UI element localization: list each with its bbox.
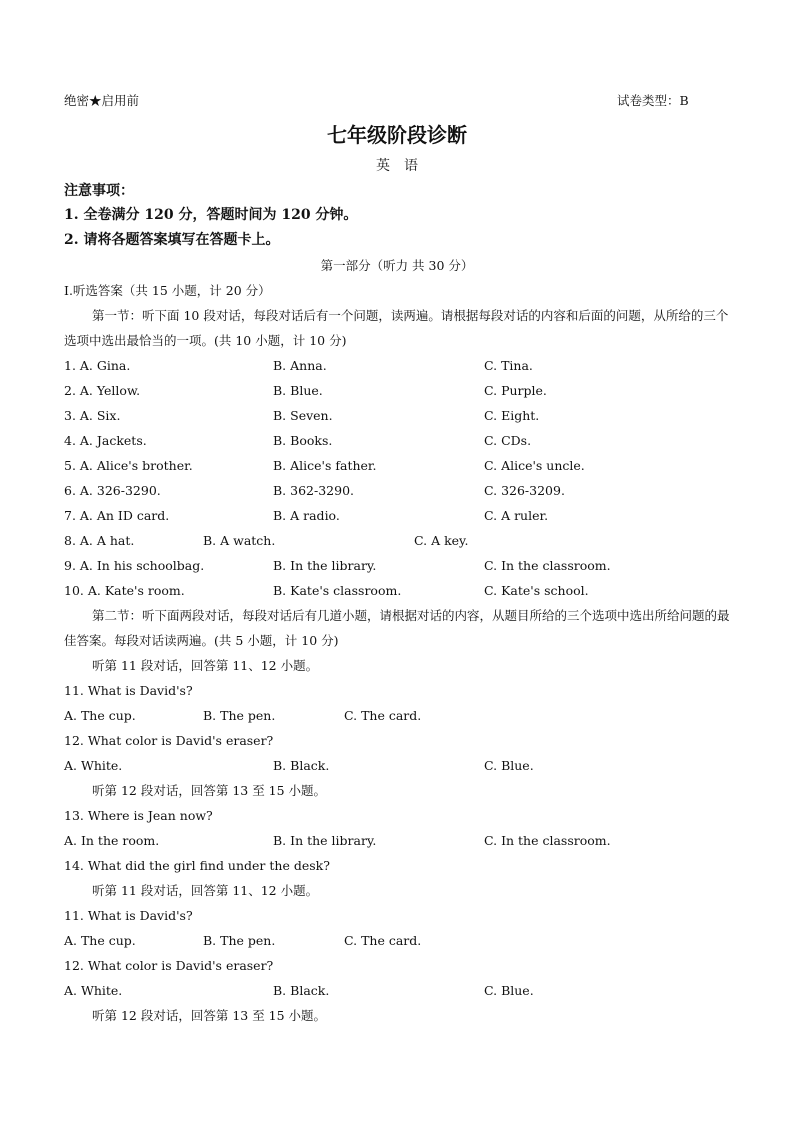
option-c: C. Kate's school.	[484, 583, 589, 598]
option-b: B. In the library.	[273, 833, 377, 848]
option-a: 4. A. Jackets.	[64, 433, 147, 448]
option-c: C. Blue.	[484, 758, 534, 773]
option-b: B. In the library.	[273, 558, 377, 573]
question-row	[0, 753, 794, 778]
option-a: 1. A. Gina.	[64, 358, 131, 373]
question-row	[0, 403, 794, 428]
option-b: B. 362-3290.	[273, 483, 354, 498]
question-row	[0, 703, 794, 728]
option-a: 5. A. Alice's brother.	[64, 458, 193, 473]
option-c: C. Blue.	[484, 983, 534, 998]
subject-label: 英 语	[376, 158, 418, 174]
confidential-label: 绝密★启用前	[64, 93, 140, 108]
dialogue-12-heading: 听第 12 段对话，回答第 13 至 15 小题。	[92, 1008, 327, 1023]
question-14: 14. What did the girl find under the desk?	[64, 858, 330, 873]
question-13: 13. Where is Jean now?	[64, 808, 213, 823]
notice-item: 1. 全卷满分 120 分，答题时间为 120 分钟。	[64, 207, 358, 223]
question-11: 11. What is David's?	[64, 683, 193, 698]
question-row	[0, 353, 794, 378]
question-row	[0, 978, 794, 1003]
option-a: 3. A. Six.	[64, 408, 121, 423]
header-row	[0, 88, 794, 113]
option-b: B. Blue.	[273, 383, 323, 398]
question-row	[0, 828, 794, 853]
question-row	[0, 428, 794, 453]
dialogue-11-heading: 听第 11 段对话，回答第 11、12 小题。	[92, 658, 319, 673]
notice-heading: 注意事项：	[64, 183, 134, 199]
question-11: 11. What is David's?	[64, 908, 193, 923]
question-row	[0, 578, 794, 603]
option-a: 10. A. Kate's room.	[64, 583, 185, 598]
option-c: C. A key.	[414, 533, 469, 548]
option-c: C. Eight.	[484, 408, 540, 423]
question-row	[0, 378, 794, 403]
option-c: C. Tina.	[484, 358, 533, 373]
option-b: B. The pen.	[203, 708, 276, 723]
question-12: 12. What color is David's eraser?	[64, 733, 274, 748]
option-b: B. Books.	[273, 433, 333, 448]
option-b: B. Kate's classroom.	[273, 583, 402, 598]
question-row	[0, 453, 794, 478]
option-b: B. Black.	[273, 983, 330, 998]
option-b: B. A watch.	[203, 533, 276, 548]
option-a: 7. A. An ID card.	[64, 508, 170, 523]
option-a: 8. A. A hat.	[64, 533, 135, 548]
option-b: B. The pen.	[203, 933, 276, 948]
option-a: 6. A. 326-3290.	[64, 483, 161, 498]
option-b: B. Seven.	[273, 408, 333, 423]
option-c: C. 326-3209.	[484, 483, 565, 498]
paper-type-label: 试卷类型：B	[617, 93, 689, 108]
dialogue-12-heading: 听第 12 段对话，回答第 13 至 15 小题。	[92, 783, 327, 798]
option-c: C. The card.	[344, 708, 422, 723]
dialogue-11-heading: 听第 11 段对话，回答第 11、12 小题。	[92, 883, 319, 898]
option-b: B. A radio.	[273, 508, 340, 523]
section1-instructions: 第一节：听下面 10 段对话，每段对话后有一个问题，读两遍。请根据每段对话的内容和后面的问题，从所给的三个选项中选出最恰当的一项。(共 10 小题，计 10 分)	[64, 308, 729, 348]
option-c: C. A ruler.	[484, 508, 549, 523]
question-row	[0, 503, 794, 528]
part1-heading: 第一部分（听力 共 30 分）	[320, 258, 474, 273]
section1-heading: I.听选答案（共 15 小题，计 20 分）	[64, 283, 271, 298]
option-a: 2. A. Yellow.	[64, 383, 141, 398]
option-a: A. White.	[64, 983, 123, 998]
question-row	[0, 528, 794, 553]
option-c: C. Alice's uncle.	[484, 458, 585, 473]
page-title: 七年级阶段诊断	[327, 123, 467, 147]
question-row	[0, 553, 794, 578]
section2-instructions: 第二节：听下面两段对话，每段对话后有几道小题，请根据对话的内容，从题目所给的三个选项中选出所给问题的最佳答案。每段对话读两遍。(共 5 小题，计 10 分)	[64, 608, 730, 648]
question-row	[0, 928, 794, 953]
option-c: C. CDs.	[484, 433, 532, 448]
option-a: A. In the room.	[64, 833, 160, 848]
option-a: A. The cup.	[64, 933, 136, 948]
option-a: 9. A. In his schoolbag.	[64, 558, 205, 573]
option-a: A. The cup.	[64, 708, 136, 723]
option-a: A. White.	[64, 758, 123, 773]
question-row	[0, 478, 794, 503]
option-c: C. The card.	[344, 933, 422, 948]
option-b: B. Black.	[273, 758, 330, 773]
option-c: C. Purple.	[484, 383, 547, 398]
option-b: B. Anna.	[273, 358, 327, 373]
option-c: C. In the classroom.	[484, 558, 611, 573]
option-b: B. Alice's father.	[273, 458, 377, 473]
notice-item: 2. 请将各题答案填写在答题卡上。	[64, 232, 280, 248]
option-c: C. In the classroom.	[484, 833, 611, 848]
question-12: 12. What color is David's eraser?	[64, 958, 274, 973]
